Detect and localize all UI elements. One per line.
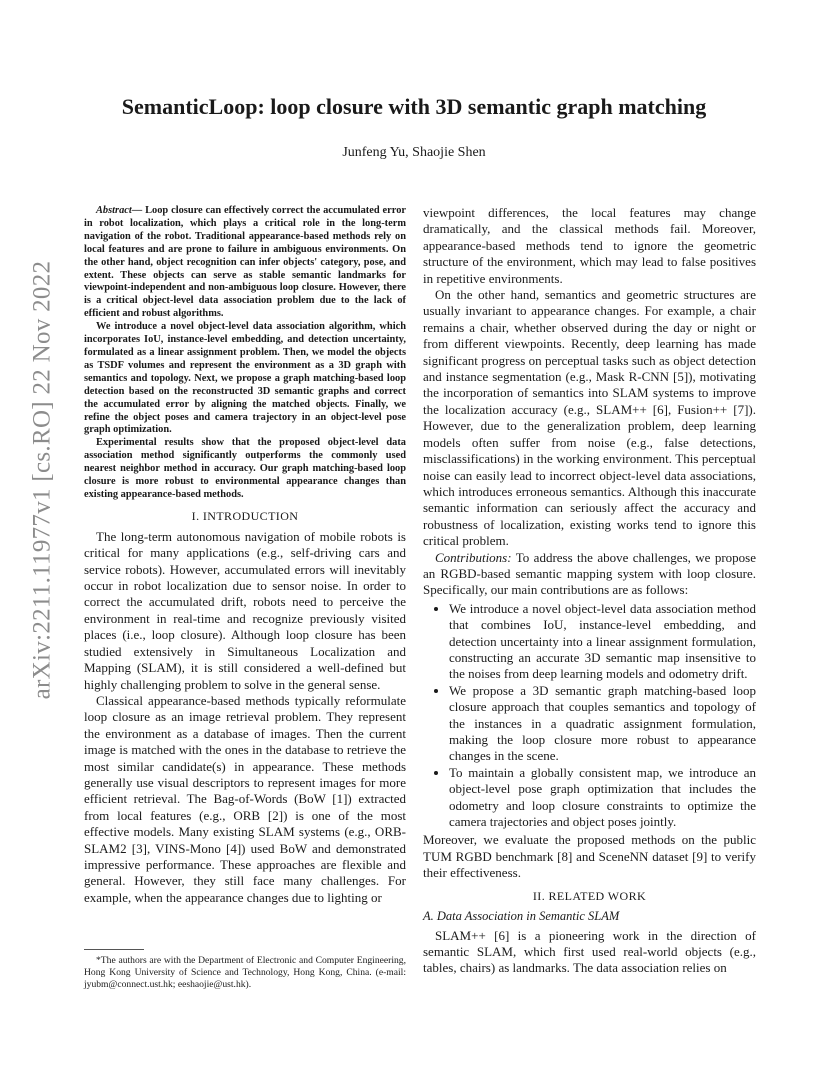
abstract-paragraph-1	[84, 205, 406, 321]
related-work-paragraph-1: SLAM++ [6] is a pioneering work in the direction of semantic SLAM, which first used real-world objects (e.g., tables, chairs) as landmarks. The data association relies on	[423, 927, 756, 976]
contributions-list	[423, 601, 756, 831]
contributions-paragraph	[423, 550, 756, 599]
intro-paragraph-5: Moreover, we evaluate the proposed methods on the public TUM RGBD benchmark [8] and SceneNN dataset [9] to verify their effectiveness.	[423, 832, 756, 881]
paper-authors: Junfeng Yu, Shaojie Shen	[342, 145, 486, 160]
left-column	[84, 205, 406, 906]
paper-title: SemanticLoop: loop closure with 3D semantic graph matching	[121, 94, 707, 119]
list-item: • We propose a 3D semantic graph matching-based loop closure approach that couples semantics and topology of the instances in a quadratic assignment formulation, making the loop closure more robust to appearance changes in the scene.	[449, 683, 756, 765]
abstract	[84, 205, 406, 502]
intro-paragraph-1: The long-term autonomous navigation of mobile robots is critical for many applications (e.g., self-driving cars and service robots). However, accumulated errors will inevitably occur in robot localization due to sensor noise. In order to correct the accumulated drift, robots need to perceive the environment in real-time and recognize previously visited places (i.e., loop closure). Although loop closure has been studied extensively in Simultaneous Localization and Mapping (SLAM), it is still considered a well-defined but highly challenging problem to solve in the general sense.	[84, 528, 406, 692]
intro-paragraph-2: Classical appearance-based methods typically reformulate loop closure as an image retrieval problem. They represent the environment as a database of images. Then the current image is matched with the ones in the database to retrieve the most similar candidate(s) in appearance. These methods generally use visual descriptors to represent images for more efficient retrieval. The Bag-of-Words (BoW [1]) extracted from local features (e.g., ORB [2]) is one of the most effective models. Many existing SLAM systems (e.g., ORB-SLAM2 [3], VINS-Mono [4]) used BoW and demonstrated impressive performance. These approaches are flexible and general. However, they still face many challenges. For example, when the appearance changes due to lighting or	[84, 692, 406, 905]
right-column	[423, 205, 756, 977]
intro-paragraph-4: On the other hand, semantics and geometric structures are usually invariant to appearance changes. For example, a chair remains a chair, whether observed during the day or night or from different viewpoints. Recently, deep learning has made significant progress on perceptual tasks such as object detection and instance segmentation (e.g., Mask R-CNN [5]), motivating the incorporation of semantics into SLAM systems to improve the localization accuracy (e.g., SLAM++ [6], Fusion++ [7]). However, due to the generalization problem, deep learning models often suffer from noise (e.g., false detections, misclassifications) in the working environment. This perceptual noise can easily lead to incorrect object-level data associations, which introduces erroneous semantics. Although this inaccurate semantic information can seriously affect the accuracy and robustness of localization, existing works tend to ignore this critical problem.	[423, 287, 756, 549]
list-item: • To maintain a globally consistent map, we introduce an object-level pose graph optimization that includes the odometry and loop closure constraints to optimize the camera trajectories and object poses jointly.	[449, 765, 756, 831]
introduction-body	[84, 529, 406, 906]
arxiv-identifier	[20, 260, 64, 700]
abstract-text-1: Loop closure can effectively correct the accumulated error in robot localization, which plays a critical role in the long-term navigation of the robot. Traditional appearance-based methods rely on local features and are prone to failure in ambiguous environments. On the other hand, object recognition can infer objects' category, pose, and extent. These objects can serve as stable semantic landmarks for viewpoint-independent and non-ambiguous loop closure. However, there is a critical object-level data association problem due to the lack of efficient and robust algorithms.	[84, 205, 406, 320]
introduction-body-continued	[423, 205, 756, 882]
subsection-heading-data-association: A. Data Association in Semantic SLAM	[423, 908, 620, 923]
footnote: *The authors are with the Department of Electronic and Computer Engineering, Hong Kong University of Science and Technology, Hong Kong, China. (e-mail: jyubm@connect.ust.hk; eeshaojie@ust.hk).	[84, 955, 406, 990]
contributions-lead: Contributions:	[435, 549, 512, 565]
abstract-paragraph-3: Experimental results show that the proposed object-level data association method significantly outperforms the commonly used nearest neighbor method in accuracy. Our graph matching-based loop closure is more robust to environmental appearance changes than existing appearance-based methods.	[84, 437, 406, 500]
list-item: • We introduce a novel object-level data association method that combines IoU, instance-level embedding, and detection uncertainty into a linear assignment formulation, constructing an accurate 3D semantic map insensitive to the noises from deep learning models and odometry drift.	[449, 601, 756, 683]
section-heading-introduction: I. INTRODUCTION	[191, 508, 299, 523]
abstract-dash: —	[131, 205, 146, 216]
abstract-lead: Abstract	[96, 205, 132, 216]
related-work-body	[423, 928, 756, 977]
abstract-paragraph-2: We introduce a novel object-level data association algorithm, which incorporates IoU, instance-level embedding, and detection uncertainty, formulated as a linear assignment problem. Then, we model the objects as TSDF volumes and represent the environment as a 3D graph with semantics and topology. Next, we propose a graph matching-based loop detection based on the reconstructed 3D semantic graphs and correct the accumulated error by aligning the matched objects. Finally, we refine the object poses and camera trajectory in an object-level pose graph optimization.	[84, 321, 406, 436]
footnote-divider	[84, 949, 144, 950]
arxiv-identifier-text: arXiv:2211.11977v1 [cs.RO] 22 Nov 2022	[28, 260, 56, 700]
intro-paragraph-3: viewpoint differences, the local features may change dramatically, and the classical methods fail. Moreover, appearance-based methods tend to ignore the geometric structure of the environment, which may lead to false positives in repetitive environments.	[423, 205, 756, 286]
contributions-text: To address the above challenges, we propose an RGBD-based semantic mapping system with loop closure. Specifically, our main contributions are as follows:	[423, 549, 756, 598]
section-heading-related-work: II. RELATED WORK	[532, 888, 647, 903]
